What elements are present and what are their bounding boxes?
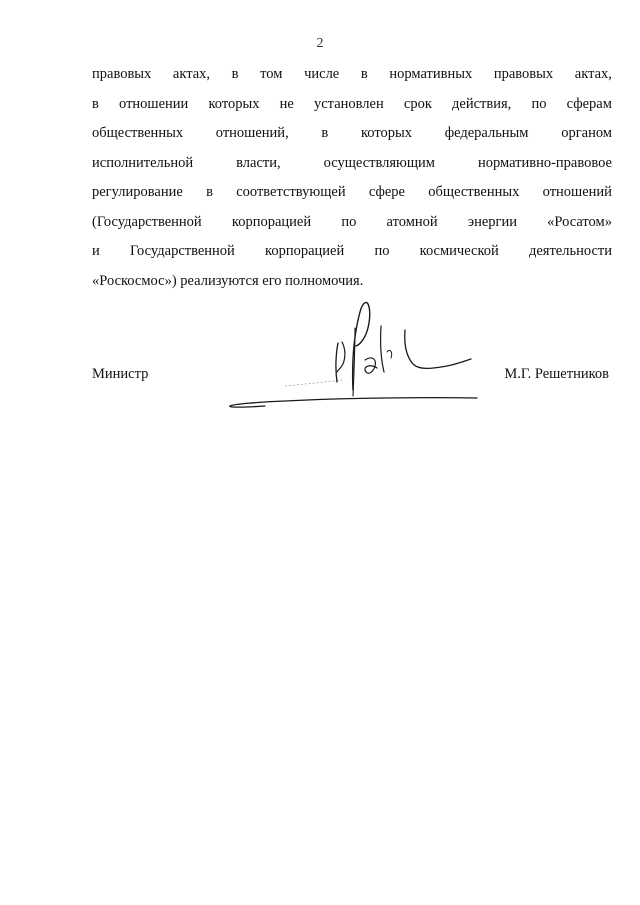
word: отношений, (215, 125, 289, 141)
word: не (279, 95, 294, 112)
word: энергии (467, 213, 517, 230)
page-number: 2 (316, 36, 324, 51)
word: нормативно-правовое (477, 154, 612, 171)
text-line (92, 208, 612, 238)
word: в (92, 95, 99, 112)
word: в (360, 66, 368, 82)
word: органом (561, 125, 612, 141)
word: актах, (574, 66, 612, 82)
word: по (341, 213, 357, 230)
word: нормативных (389, 66, 473, 82)
word: правовых (493, 66, 554, 82)
word: по (374, 243, 390, 259)
word: деятельности (528, 243, 612, 259)
signer-position: Министр (92, 366, 149, 382)
word: отношении (119, 95, 189, 112)
last-line-text: «Роскосмос») реализуются его полномочия. (92, 272, 364, 289)
word: установлен (314, 95, 384, 112)
word: в (231, 66, 239, 82)
word: «Росатом» (547, 213, 612, 230)
word: срок (403, 95, 432, 112)
word: сфере (368, 184, 405, 200)
word: отношений (542, 184, 612, 200)
word: власти, (236, 154, 281, 171)
text-line (92, 60, 612, 90)
text-line-last (92, 267, 612, 297)
word: осуществляющим (323, 154, 435, 171)
word: в (321, 125, 329, 141)
signer-name: М.Г. Решетников (504, 366, 609, 382)
word: действия, (452, 95, 512, 112)
word: которых (208, 95, 260, 112)
text-line (92, 237, 612, 267)
word: корпорацией (265, 243, 345, 259)
word: правовых (92, 66, 152, 82)
word: и (92, 243, 100, 259)
word: регулирование (92, 184, 183, 200)
word: федеральным (444, 125, 529, 141)
text-line (92, 178, 612, 208)
handwritten-signature (225, 298, 485, 413)
word: по (531, 95, 547, 112)
word: актах, (172, 66, 211, 82)
document-body (92, 60, 612, 296)
word: (Государственной (92, 213, 202, 230)
word: сферам (566, 95, 612, 112)
word: космической (419, 243, 499, 259)
word: которых (360, 125, 412, 141)
word: том (260, 66, 283, 82)
word: общественных (92, 125, 184, 141)
text-line (92, 119, 612, 149)
word: исполнительной (92, 154, 194, 171)
word: общественных (428, 184, 520, 200)
text-line (92, 149, 612, 179)
word: соответствующей (236, 184, 346, 200)
word: в (206, 184, 213, 200)
word: корпорацией (231, 213, 312, 230)
word: атомной (386, 213, 438, 230)
word: числе (304, 66, 340, 82)
text-line (92, 90, 612, 120)
word: Государственной (129, 243, 235, 259)
